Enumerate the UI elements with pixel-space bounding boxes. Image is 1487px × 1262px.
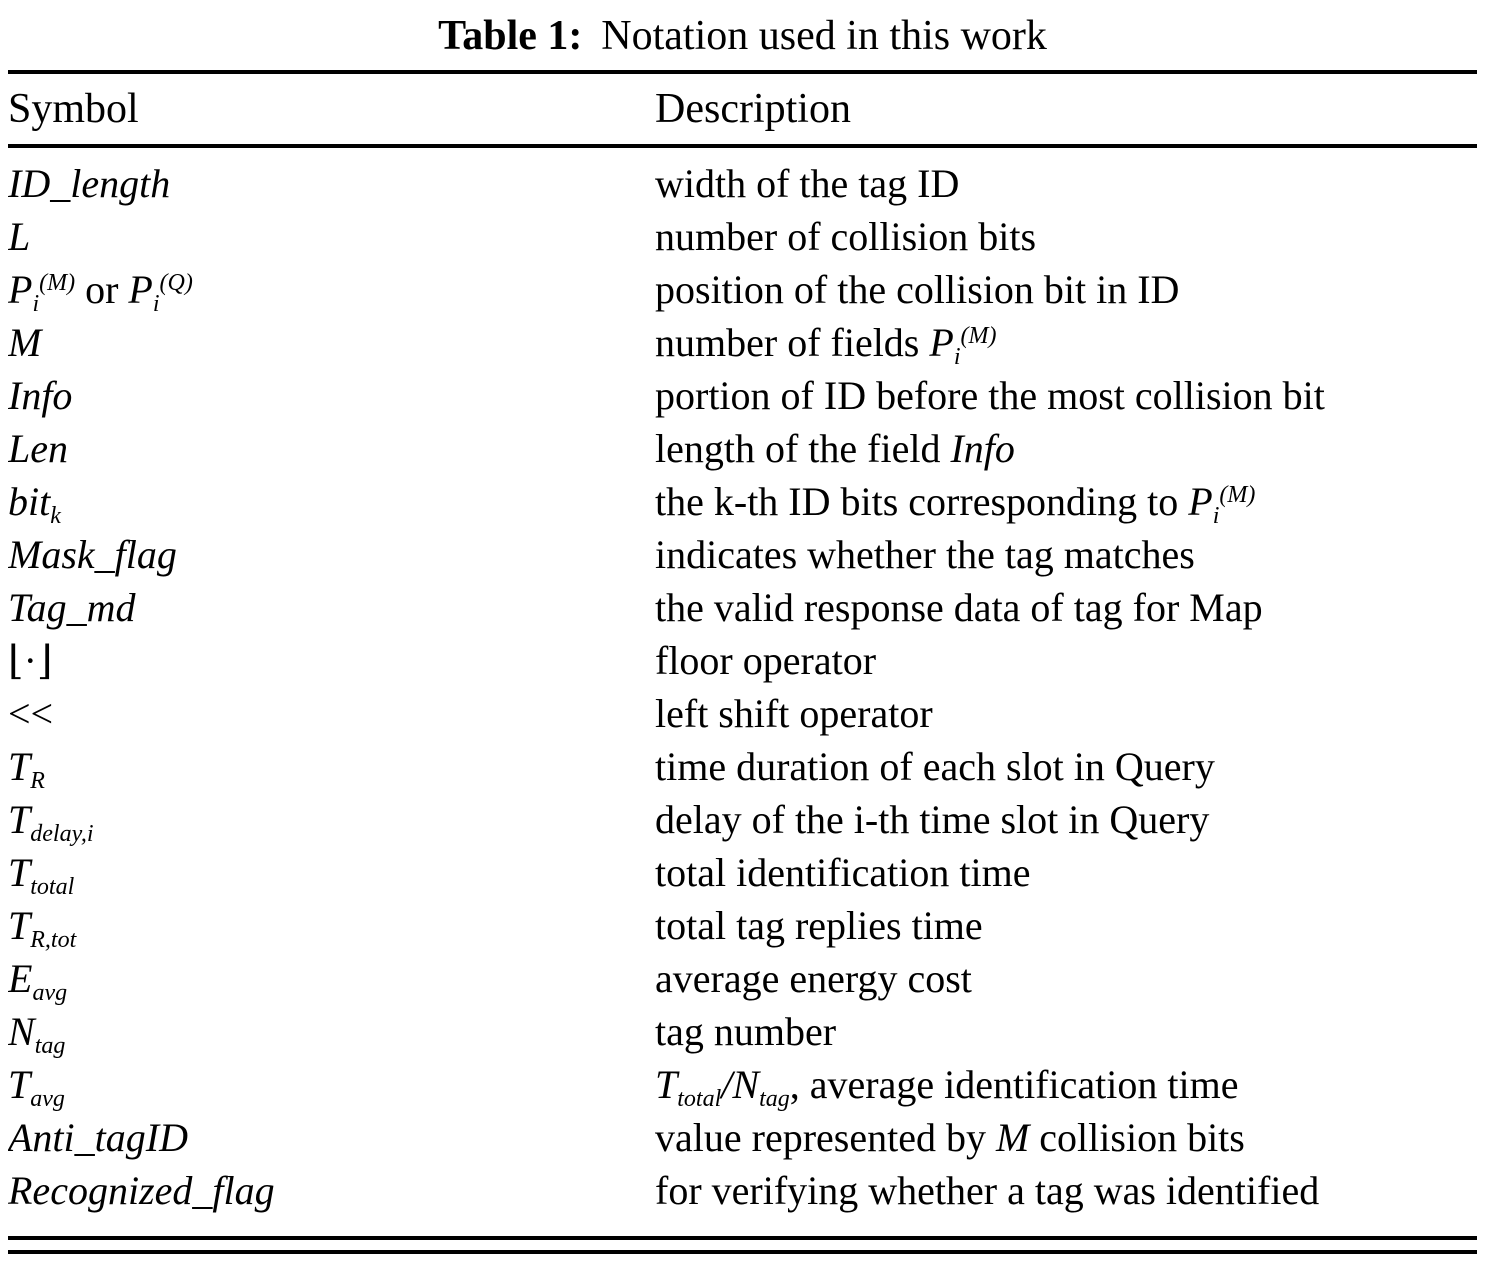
header-description: Description [655, 86, 851, 132]
header-symbol: Symbol [8, 86, 139, 132]
text-segment: T [8, 744, 31, 789]
description-cell [655, 263, 1477, 316]
description-cell [655, 422, 1477, 475]
table-row [8, 740, 1477, 793]
table-row [8, 899, 1477, 952]
symbol-cell [8, 1111, 655, 1164]
text-segment: << [8, 691, 54, 736]
text-segment: ⌊·⌋ [8, 638, 53, 683]
text-segment: length of the field [655, 426, 951, 471]
text-segment: delay,i [30, 820, 94, 847]
text-segment: tag [34, 1032, 66, 1059]
description-cell [655, 634, 1477, 687]
table-header-row [8, 74, 1477, 144]
text-segment: N [732, 1062, 760, 1107]
description-cell [655, 846, 1477, 899]
text-segment: time duration of each slot in Query [655, 744, 1215, 789]
text-segment: P [929, 320, 954, 365]
text-segment: Anti_tagID [8, 1115, 188, 1160]
text-segment: (M) [960, 322, 997, 349]
symbol-cell [8, 316, 655, 369]
symbol-cell [8, 1058, 655, 1111]
text-segment: the valid response data of tag for Map [655, 585, 1263, 630]
text-segment: Info [950, 426, 1015, 471]
text-segment: Tag_md [8, 585, 136, 630]
symbol-cell [8, 528, 655, 581]
table-row [8, 210, 1477, 263]
symbol-cell [8, 899, 655, 952]
table-row [8, 1058, 1477, 1111]
text-segment: , average identification time [789, 1062, 1239, 1107]
description-cell [655, 1005, 1477, 1058]
text-segment: (M) [1219, 481, 1256, 508]
text-segment: i [32, 290, 40, 317]
description-cell [655, 899, 1477, 952]
table-row [8, 316, 1477, 369]
table-row [8, 157, 1477, 210]
description-cell [655, 1164, 1477, 1217]
description-cell [655, 1058, 1477, 1111]
symbol-cell [8, 1005, 655, 1058]
text-segment: N [8, 1009, 35, 1054]
text-segment: / [721, 1062, 733, 1107]
description-cell [655, 316, 1477, 369]
table-row [8, 369, 1477, 422]
text-segment: collision bits [1029, 1115, 1245, 1160]
text-segment: average energy cost [655, 956, 972, 1001]
text-segment: or [75, 267, 129, 312]
text-segment: value represented by [655, 1115, 996, 1160]
table-caption-label: Table 1: [438, 13, 583, 59]
symbol-cell [8, 369, 655, 422]
description-cell [655, 210, 1477, 263]
text-segment: T [655, 1062, 678, 1107]
text-segment: M [995, 1115, 1030, 1160]
symbol-cell [8, 740, 655, 793]
text-segment: Len [8, 426, 68, 471]
text-segment: k [50, 502, 61, 529]
text-segment: T [8, 797, 31, 842]
text-segment: number of fields [655, 320, 930, 365]
table-row [8, 846, 1477, 899]
symbol-cell [8, 157, 655, 210]
table-row [8, 263, 1477, 316]
text-segment: R [30, 767, 45, 794]
text-segment: i [953, 343, 961, 370]
symbol-cell [8, 263, 655, 316]
text-segment: width of the tag ID [655, 161, 960, 206]
text-segment: Info [8, 373, 73, 418]
text-segment: indicates whether the tag matches [655, 532, 1195, 577]
symbol-cell [8, 1164, 655, 1217]
table-row [8, 422, 1477, 475]
text-segment: floor operator [655, 638, 877, 683]
text-segment: E [8, 956, 33, 1001]
description-cell [655, 740, 1477, 793]
table-row [8, 793, 1477, 846]
table-row [8, 1005, 1477, 1058]
description-cell [655, 528, 1477, 581]
description-cell [655, 369, 1477, 422]
symbol-cell [8, 952, 655, 1005]
table-row [8, 687, 1477, 740]
text-segment: Recognized_flag [8, 1168, 275, 1213]
table-row [8, 1111, 1477, 1164]
table-row [8, 952, 1477, 1005]
text-segment: P [8, 267, 33, 312]
bottom-rule-2 [8, 1250, 1477, 1254]
text-segment: position of the collision bit in ID [655, 267, 1180, 312]
table-caption-text: Notation used in this work [601, 13, 1047, 59]
description-cell [655, 581, 1477, 634]
text-segment: i [152, 290, 160, 317]
symbol-cell [8, 687, 655, 740]
text-segment: total tag replies time [655, 903, 983, 948]
symbol-cell [8, 475, 655, 528]
description-cell [655, 157, 1477, 210]
text-segment: bit [8, 479, 51, 524]
bottom-rule-1 [8, 1236, 1477, 1240]
text-segment: M [8, 320, 42, 365]
description-cell [655, 475, 1477, 528]
table-row [8, 528, 1477, 581]
table-row [8, 581, 1477, 634]
table-caption [8, 4, 1477, 70]
table-row [8, 634, 1477, 687]
text-segment: total identification time [655, 850, 1031, 895]
text-segment: i [1212, 502, 1220, 529]
text-segment: total [30, 873, 75, 900]
symbol-cell [8, 846, 655, 899]
symbol-cell [8, 581, 655, 634]
text-segment: delay of the i-th time slot in Query [655, 797, 1210, 842]
text-segment: avg [32, 979, 68, 1006]
text-segment: tag [759, 1085, 790, 1112]
text-segment: Mask_flag [8, 532, 177, 577]
symbol-cell [8, 422, 655, 475]
symbol-cell [8, 210, 655, 263]
text-segment: the k-th ID bits corresponding to [655, 479, 1189, 524]
description-cell [655, 1111, 1477, 1164]
description-cell [655, 793, 1477, 846]
text-segment: P [1188, 479, 1213, 524]
text-segment: (M) [39, 269, 76, 296]
text-segment: avg [30, 1085, 65, 1112]
text-segment: for verifying whether a tag was identified [655, 1168, 1320, 1213]
text-segment: left shift operator [655, 691, 933, 736]
text-segment: tag number [655, 1009, 837, 1054]
description-cell [655, 687, 1477, 740]
text-segment: (Q) [159, 269, 193, 296]
text-segment: total [677, 1085, 722, 1112]
text-segment: portion of ID before the most collision bit [655, 373, 1325, 418]
text-segment: L [8, 214, 31, 259]
text-segment: P [128, 267, 153, 312]
symbol-cell [8, 634, 655, 687]
text-segment: R,tot [30, 926, 77, 953]
symbol-cell [8, 793, 655, 846]
text-segment: ID_length [8, 161, 171, 206]
text-segment: T [8, 1062, 31, 1107]
table-body [8, 148, 1477, 1236]
table-row [8, 475, 1477, 528]
table-row [8, 1164, 1477, 1217]
text-segment: T [8, 850, 31, 895]
text-segment: T [8, 903, 31, 948]
text-segment: number of collision bits [655, 214, 1037, 259]
bottom-rule-group [8, 1236, 1477, 1256]
description-cell [655, 952, 1477, 1005]
